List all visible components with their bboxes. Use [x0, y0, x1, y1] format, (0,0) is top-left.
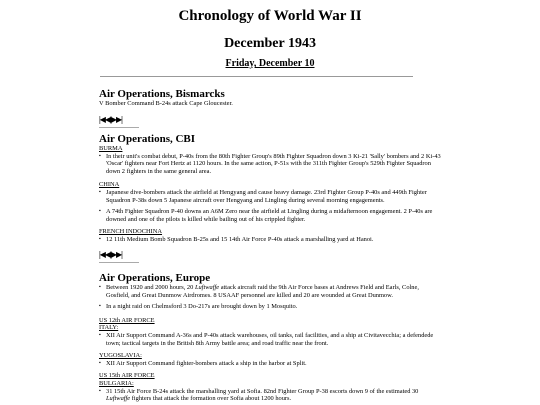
- region-yugoslavia[interactable]: YUGOSLAVIA:: [99, 352, 142, 360]
- region-us15[interactable]: US 15th AIR FORCE: [99, 372, 155, 380]
- list-item: ▪ XII Air Support Command A-36s and P-40s attack warehouses, oil tanks, rail facilities, and a ship at Civitavecchia; a defendede town; tactical targets in the British 8th Army battle area; and road traffic near the front.: [99, 332, 444, 347]
- list-item: ▪ A 74th Fighter Squadron P-40 downs an A6M Zero near the airfield at Lingling during a midafternoon engagement. 2 P-40s are downed and one of the pilots is killed while bailing out of his crippled fighter.: [99, 208, 444, 223]
- month-heading: December 1943: [224, 36, 316, 51]
- text-part: fighters that attack the formation over Sofia about 1200 hours.: [130, 395, 292, 403]
- region-italy[interactable]: ITALY:: [99, 324, 119, 332]
- list-item: [99, 284, 444, 299]
- page-title: Chronology of World War II: [178, 8, 362, 24]
- region-china[interactable]: CHINA: [99, 181, 120, 189]
- nav-arrows: [99, 115, 444, 124]
- region-burma[interactable]: BURMA: [99, 145, 123, 152]
- list-item: ▪ In a night raid on Chelmsford 3 Do-217s are brought down by 1 Mosquito.: [99, 303, 444, 311]
- list-item: ▪ 12 11th Medium Bomb Squadron B-25s and 15 14th Air Force P-40s attack a marshalling yard at Hanoi.: [99, 236, 444, 244]
- prev-day-link[interactable]: |◀◀: [99, 249, 111, 259]
- divider: [99, 127, 139, 128]
- region-french-indochina[interactable]: FRENCH INDOCHINA: [99, 228, 163, 236]
- divider: [99, 262, 139, 263]
- text-italic: Luftwaffe: [194, 284, 220, 291]
- nav-separator: |: [110, 249, 111, 259]
- nav-arrows: [99, 250, 444, 259]
- text-part: 31 15th Air Force B-24s attack the marshalling yard at Sofia. 82nd Fighter Group P-38 escorts down 9 of the estimated 30: [106, 387, 419, 395]
- section-title: Air Operations, Bismarcks: [99, 88, 225, 100]
- list-item: ▪ Japanese dive-bombers attack the airfield at Hengyang and cause heavy damage. 23rd Fighter Group P-40s and 449th Fighter Squadron P-38s down 5 Japanese aircraft over Hengyang and Lingling during several morning engagements.: [99, 189, 444, 204]
- section-cbi: [99, 133, 444, 263]
- text-part: Between 1920 and 2000 hours, 20: [106, 284, 195, 291]
- next-day-link[interactable]: ▶▶|: [110, 249, 122, 259]
- next-day-link[interactable]: ▶▶|: [110, 114, 122, 124]
- section-title: Air Operations, Europe: [99, 272, 211, 284]
- nav-separator: |: [110, 114, 111, 124]
- section-text: V Bomber Command B-24s attack Cape Gloucester.: [99, 100, 233, 107]
- section-bismarcks: [99, 88, 444, 128]
- region-bulgaria[interactable]: BULGARIA:: [99, 379, 134, 387]
- divider: [100, 76, 413, 77]
- list-item: ▪ XII Air Support Command fighter-bombers attack a ship in the harbor at Split.: [99, 360, 444, 368]
- text-italic: Luftwaffe: [106, 395, 131, 403]
- date-heading: Friday, December 10: [225, 58, 315, 69]
- section-europe: [99, 272, 444, 403]
- prev-day-link[interactable]: |◀◀: [99, 114, 111, 124]
- section-title: Air Operations, CBI: [99, 133, 196, 145]
- list-item: ▪ In their unit's combat debut, P-40s from the 80th Fighter Group's 89th Fighter Squadron down 3 Ki-21 'Sally' bombers and 2 Ki-43 'Oscar' fighters near Fort Hertz at 1120 hours. In the same action, P-51s with the 311th Fighter Group's 529th Fighter Squadron down 2 fighters in the same general area.: [99, 153, 444, 176]
- text-part: attack aircraft raid the 9th Air Force bases at Andrews Field and Earls, Colne, Gosfield, and Great Dunmow Airdromes. 8 USAAF personnel are killed and 20 are wounded at Great Dunmow.: [106, 284, 419, 299]
- region-us12[interactable]: US 12th AIR FORCE: [99, 316, 155, 324]
- list-item: [99, 388, 444, 403]
